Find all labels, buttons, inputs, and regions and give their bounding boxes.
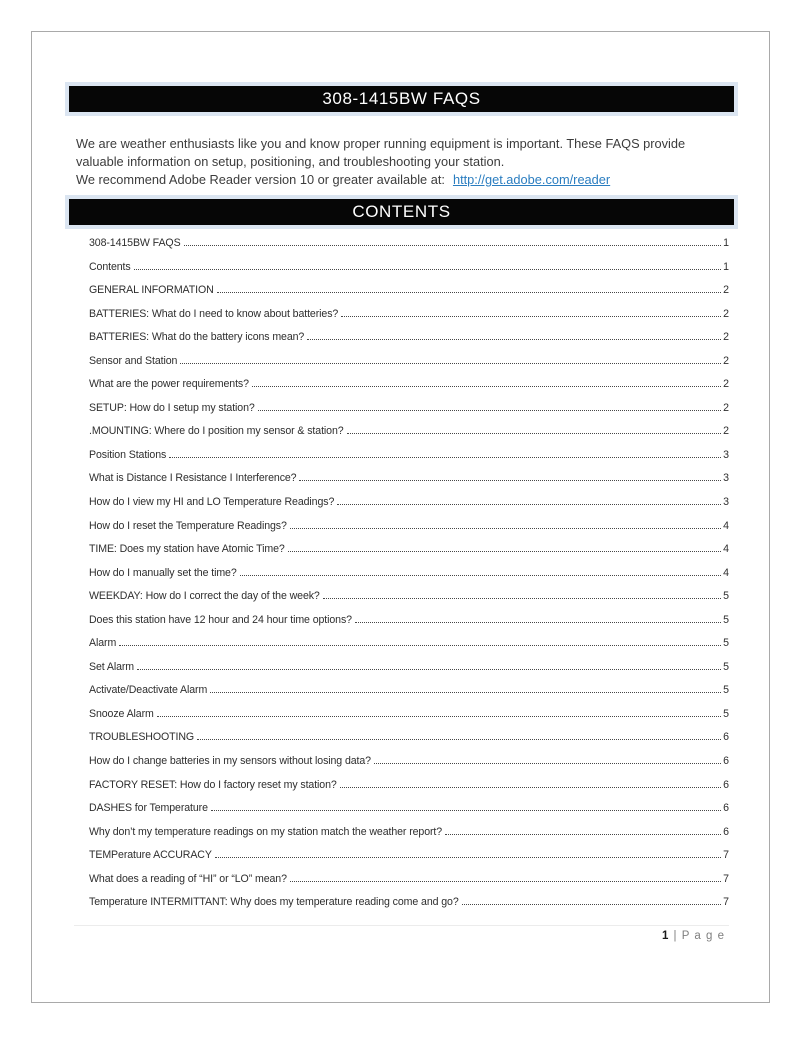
toc-entry[interactable]: [89, 378, 729, 402]
toc-entry[interactable]: [89, 284, 729, 308]
toc-dot-leader: [347, 433, 722, 434]
toc-entry[interactable]: [89, 402, 729, 426]
toc-entry-label: TEMPerature ACCURACY: [89, 849, 212, 862]
toc-entry-label: 308-1415BW FAQS: [89, 237, 181, 249]
toc-entry-label: Snooze Alarm: [89, 707, 154, 720]
toc-entry-label: Sensor and Station: [89, 354, 178, 367]
footer-page-word: P a g e: [681, 930, 725, 942]
toc-page-number: 3: [723, 496, 729, 509]
toc-entry[interactable]: [89, 567, 729, 591]
toc-dot-leader: [215, 857, 721, 858]
toc-dot-leader: [180, 363, 721, 364]
toc-entry[interactable]: [89, 873, 729, 897]
toc-dot-leader: [169, 457, 721, 458]
toc-page-number: 7: [723, 849, 729, 862]
toc-entry[interactable]: [89, 802, 729, 826]
toc-entry[interactable]: [89, 472, 729, 496]
toc-page-number: 2: [723, 354, 729, 367]
toc-page-number: 2: [723, 378, 729, 391]
toc-entry-label: DASHES for Temperature: [89, 802, 208, 815]
toc-page-number: 6: [723, 755, 729, 768]
toc-entry-label: BATTERIES: What do I need to know about batteries?: [89, 307, 339, 320]
toc-page-number: 5: [723, 684, 729, 697]
toc-page-number: 2: [723, 401, 729, 414]
page-footer: [662, 930, 725, 942]
toc-entry[interactable]: [89, 755, 729, 779]
toc-entry[interactable]: [89, 637, 729, 661]
toc-page-number: 5: [723, 613, 729, 626]
toc-dot-leader: [137, 669, 721, 670]
toc-page-number: 7: [723, 896, 729, 909]
toc-entry[interactable]: [89, 826, 729, 850]
toc-dot-leader: [337, 504, 721, 505]
toc-page-number: 6: [723, 731, 729, 744]
toc-entry-label: FACTORY RESET: How do I factory reset my station?: [89, 778, 337, 791]
toc-entry-label: Position Stations: [89, 448, 167, 461]
toc-entry-label: BATTERIES: What do the battery icons mean?: [89, 331, 305, 344]
toc-page-number: 4: [723, 566, 729, 579]
toc-entry-label: .MOUNTING: Where do I position my sensor & station?: [89, 425, 344, 438]
toc-page-number: 3: [723, 448, 729, 461]
toc-entry[interactable]: [89, 308, 729, 332]
toc-page-number: 6: [723, 825, 729, 838]
toc-page-number: 1: [723, 237, 729, 249]
toc-entry[interactable]: [89, 496, 729, 520]
toc-entry[interactable]: [89, 896, 729, 920]
toc-page-number: 3: [723, 472, 729, 485]
document-title: 308-1415BW FAQS: [322, 89, 481, 108]
toc-entry-label: What does a reading of “HI” or “LO” mean?: [89, 872, 287, 885]
toc-entry-label: Does this station have 12 hour and 24 hour time options?: [89, 613, 352, 626]
toc-entry[interactable]: [89, 543, 729, 567]
toc-dot-leader: [217, 292, 721, 293]
toc-dot-leader: [134, 269, 721, 270]
toc-entry[interactable]: [89, 237, 729, 261]
toc-page-number: 5: [723, 660, 729, 673]
toc-page-number: 2: [723, 284, 729, 297]
toc-entry-label: Activate/Deactivate Alarm: [89, 684, 208, 697]
toc-entry[interactable]: [89, 731, 729, 755]
toc-entry-label: Temperature INTERMITTANT: Why does my temperature reading come and go?: [89, 896, 459, 909]
toc-entry-label: TROUBLESHOOTING: [89, 731, 195, 744]
toc-page-number: 6: [723, 778, 729, 791]
toc-dot-leader: [157, 716, 721, 717]
toc-dot-leader: [240, 575, 721, 576]
toc-entry-label: Contents: [89, 260, 131, 273]
adobe-reader-link[interactable]: http://get.adobe.com/reader: [452, 172, 611, 187]
toc-dot-leader: [341, 316, 721, 317]
toc-entry[interactable]: [89, 331, 729, 355]
toc-entry[interactable]: [89, 661, 729, 685]
toc-entry-label: How do I reset the Temperature Readings?: [89, 519, 287, 532]
toc-entry-label: How do I view my HI and LO Temperature Readings?: [89, 496, 335, 509]
toc-entry-label: How do I manually set the time?: [89, 566, 237, 579]
toc-page-number: 5: [723, 707, 729, 720]
document-title-banner: [65, 82, 738, 116]
toc-entry[interactable]: [89, 425, 729, 449]
table-of-contents: [89, 237, 729, 920]
toc-page-number: 4: [723, 543, 729, 556]
toc-entry[interactable]: [89, 684, 729, 708]
toc-page-number: 4: [723, 519, 729, 532]
toc-dot-leader: [445, 834, 721, 835]
toc-entry-label: Alarm: [89, 637, 117, 650]
toc-dot-leader: [374, 763, 721, 764]
intro-line-3: [76, 171, 716, 189]
toc-entry[interactable]: [89, 261, 729, 285]
toc-entry-label: How do I change batteries in my sensors without losing data?: [89, 755, 371, 768]
toc-dot-leader: [258, 410, 721, 411]
footer-page-number: 1: [661, 930, 670, 942]
toc-entry[interactable]: [89, 614, 729, 638]
toc-entry[interactable]: [89, 590, 729, 614]
toc-dot-leader: [290, 528, 721, 529]
toc-dot-leader: [119, 645, 721, 646]
page-border: [31, 31, 770, 1003]
toc-dot-leader: [299, 480, 721, 481]
toc-entry-label: What is Distance I Resistance I Interference?: [89, 472, 297, 485]
toc-entry-label: Why don’t my temperature readings on my station match the weather report?: [89, 825, 443, 838]
toc-dot-leader: [288, 551, 721, 552]
toc-entry[interactable]: [89, 449, 729, 473]
toc-page-number: 2: [723, 331, 729, 344]
toc-entry[interactable]: [89, 849, 729, 873]
toc-entry-label: GENERAL INFORMATION: [89, 284, 214, 297]
toc-dot-leader: [197, 739, 721, 740]
footer-separator: |: [669, 930, 682, 942]
toc-dot-leader: [307, 339, 721, 340]
toc-dot-leader: [462, 904, 721, 905]
intro-paragraph: [76, 135, 716, 189]
toc-dot-leader: [290, 881, 721, 882]
toc-dot-leader: [210, 692, 721, 693]
contents-heading: CONTENTS: [352, 202, 451, 221]
toc-page-number: 6: [723, 802, 729, 815]
toc-entry-label: TIME: Does my station have Atomic Time?: [89, 543, 285, 556]
intro-line-2: valuable information on setup, positioning, and troubleshooting your station.: [76, 154, 505, 169]
toc-dot-leader: [252, 386, 721, 387]
toc-page-number: 2: [723, 307, 729, 320]
adobe-reader-text: We recommend Adobe Reader version 10 or greater available at:: [76, 172, 445, 187]
toc-dot-leader: [340, 787, 721, 788]
toc-page-number: 5: [723, 637, 729, 650]
toc-dot-leader: [355, 622, 721, 623]
toc-entry[interactable]: [89, 779, 729, 803]
toc-page-number: 7: [723, 872, 729, 885]
toc-entry[interactable]: [89, 708, 729, 732]
toc-entry[interactable]: [89, 355, 729, 379]
toc-dot-leader: [184, 245, 722, 246]
toc-page-number: 1: [723, 260, 729, 273]
toc-dot-leader: [323, 598, 721, 599]
toc-dot-leader: [211, 810, 721, 811]
toc-entry[interactable]: [89, 520, 729, 544]
toc-entry-label: SETUP: How do I setup my station?: [89, 401, 255, 414]
footer-divider: [74, 925, 729, 926]
intro-line-1: We are weather enthusiasts like you and know proper running equipment is important. These FAQS provide: [76, 136, 686, 151]
contents-banner: [65, 195, 738, 229]
toc-entry-label: What are the power requirements?: [89, 378, 249, 391]
toc-entry-label: Set Alarm: [89, 660, 135, 673]
toc-page-number: 5: [723, 590, 729, 603]
toc-page-number: 2: [723, 425, 729, 438]
toc-entry-label: WEEKDAY: How do I correct the day of the week?: [89, 590, 320, 603]
